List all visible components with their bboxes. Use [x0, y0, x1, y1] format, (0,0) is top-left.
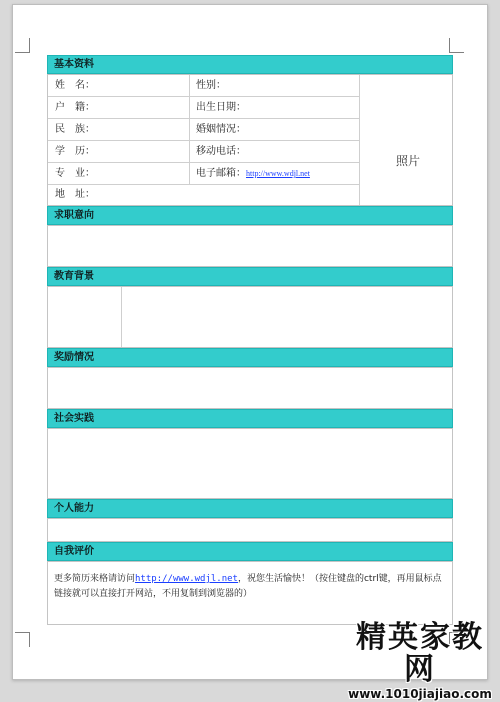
marital-label: 婚姻情况： [196, 124, 246, 135]
row-divider [48, 96, 359, 97]
education-column-divider [121, 287, 122, 347]
margin-corner-top-right [449, 38, 464, 53]
ethnicity-label: 民 族： [55, 124, 95, 135]
section-header-education: 教育背景 [47, 267, 453, 286]
row-divider [48, 184, 359, 185]
row-divider [48, 162, 359, 163]
name-label: 姓 名： [55, 80, 95, 91]
section-header-self-eval: 自我评价 [47, 542, 453, 561]
watermark-url: www.1010jiajiao.com [348, 687, 492, 701]
practice-content[interactable] [47, 428, 453, 499]
ability-content[interactable] [47, 518, 453, 542]
mobile-label: 移动电话： [196, 146, 246, 157]
self-eval-text [54, 572, 446, 602]
row-divider [48, 140, 359, 141]
section-header-awards: 奖励情况 [47, 348, 453, 367]
section-header-ability: 个人能力 [47, 499, 453, 518]
address-label: 地 址： [55, 189, 95, 200]
email-link[interactable]: http://www.wdjl.net [246, 169, 310, 178]
hukou-label: 户 籍： [55, 102, 95, 113]
watermark-title: 精英家教网 [356, 620, 484, 687]
awards-content[interactable] [47, 367, 453, 409]
section-header-practice: 社会实践 [47, 409, 453, 428]
column-divider [189, 75, 190, 185]
education-content[interactable] [47, 286, 453, 348]
margin-corner-top-left [15, 38, 30, 53]
major-label: 专 业： [55, 168, 95, 179]
self-eval-link[interactable]: http://www.wdjl.net [135, 574, 238, 584]
basic-info-table [47, 74, 453, 206]
section-header-basic: 基本资料 [47, 55, 453, 74]
row-divider [48, 118, 359, 119]
intent-content[interactable] [47, 225, 453, 267]
email-cell [196, 168, 310, 180]
resume-form [47, 55, 453, 625]
degree-label: 学 历： [55, 146, 95, 157]
photo-divider [359, 75, 360, 205]
margin-corner-bottom-left [15, 632, 30, 647]
photo-placeholder: 照片 [396, 154, 421, 168]
site-watermark [342, 620, 498, 701]
self-eval-prefix: 更多简历来格请访问 [54, 574, 136, 584]
self-eval-suffix: ，祝您生活愉快！（按住键盘的ctrl键，再用鼠标点链接就可以直接打开网站，不用复制到浏览器的） [54, 574, 442, 599]
section-header-intent: 求职意向 [47, 206, 453, 225]
email-label: 电子邮箱： [196, 168, 246, 179]
self-eval-content[interactable] [47, 561, 453, 625]
birth-label: 出生日期： [196, 102, 246, 113]
gender-label: 性别： [196, 80, 226, 91]
